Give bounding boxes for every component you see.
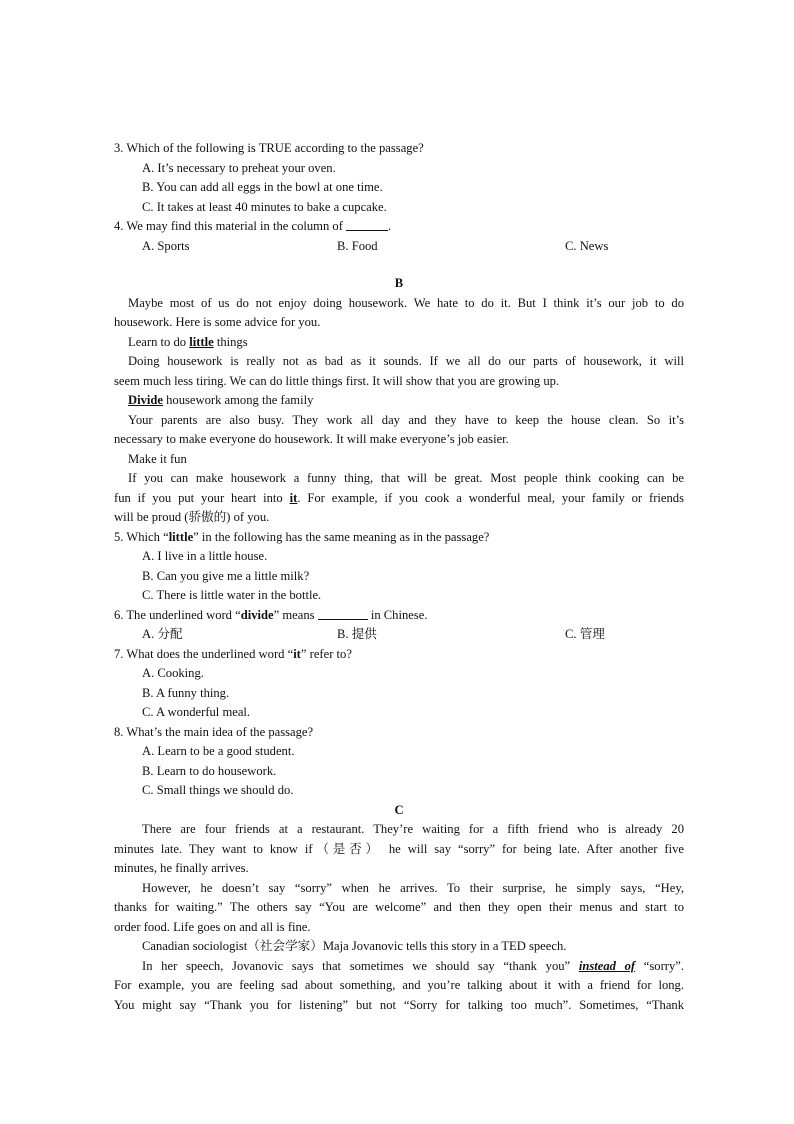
q8-option-c: C. Small things we should do. bbox=[142, 783, 294, 797]
section-c-p1-line1: There are four friends at a restaurant. They’re waiting for a fifth friend who is already 20 bbox=[142, 822, 684, 836]
q7-text: 7. What does the underlined word “ bbox=[114, 646, 294, 661]
q7-option-b: B. A funny thing. bbox=[142, 685, 230, 700]
underlined-word-it: it bbox=[289, 490, 298, 505]
heading-text: things bbox=[213, 334, 248, 349]
q6-option-c: C. 管理 bbox=[565, 627, 605, 641]
q5-text: ” in the following has the same meaning as in the passage? bbox=[193, 529, 490, 544]
underlined-phrase-instead-of: instead of bbox=[578, 958, 636, 973]
section-c-p4-line3: You might say “Thank you for listening” but not “Sorry for talking too much”. Sometimes, “Thank bbox=[114, 997, 684, 1012]
exam-page bbox=[114, 139, 684, 1015]
answer-blank bbox=[346, 217, 388, 231]
q5-option-a: A. I live in a little house. bbox=[142, 549, 268, 563]
heading-make-fun: Make it fun bbox=[128, 451, 187, 466]
answer-blank bbox=[318, 606, 368, 620]
section-b-p1-line2: seem much less tiring. We can do little things first. It will show that you are growing up. bbox=[114, 373, 560, 388]
q4-option-a: A. Sports bbox=[142, 238, 190, 253]
section-c-p2-line3: order food. Life goes on and all is fine. bbox=[114, 919, 311, 934]
paragraph-text: fun if you put your heart into bbox=[114, 490, 290, 505]
q4-option-b: B. Food bbox=[337, 238, 378, 253]
section-b-p2-line1: Your parents are also busy. They work all day and they have to keep the house clean. So it’s bbox=[128, 412, 684, 427]
question-7 bbox=[114, 645, 684, 665]
q4-text: 4. We may find this material in the column of bbox=[114, 219, 347, 233]
q6-text: in Chinese. bbox=[367, 607, 428, 622]
section-c-p1-line3: minutes, he finally arrives. bbox=[114, 861, 249, 875]
section-b-p3-line1: If you can make housework a funny thing, that will be great. Most people think cooking can be bbox=[128, 471, 684, 485]
question-4 bbox=[114, 217, 684, 237]
q6-options bbox=[114, 625, 684, 645]
section-b-intro-2: housework. Here is some advice for you. bbox=[114, 315, 321, 329]
q8-option-a: A. Learn to be a good student. bbox=[142, 744, 295, 758]
heading-divide bbox=[114, 391, 684, 411]
heading-text: housework among the family bbox=[162, 393, 314, 407]
section-c-p2-line1: However, he doesn’t say “sorry” when he arrives. To their surprise, he simply says, “Hey, bbox=[142, 880, 684, 895]
q7-text: ” refer to? bbox=[300, 646, 352, 661]
q3-option-a: A. It’s necessary to preheat your oven. bbox=[142, 160, 336, 175]
question-6 bbox=[114, 606, 684, 626]
section-b-p3-line3: will be proud (骄傲的) of you. bbox=[114, 510, 270, 524]
paragraph-text: In her speech, Jovanovic says that sometimes we should say “thank you” bbox=[142, 958, 579, 973]
q8-option-b: B. Learn to do housework. bbox=[142, 763, 277, 778]
q5-text: 5. Which “ bbox=[114, 529, 169, 544]
q3-option-b: B. You can add all eggs in the bowl at one time. bbox=[142, 180, 383, 194]
heading-learn-little bbox=[114, 333, 684, 353]
question-5 bbox=[114, 528, 684, 548]
section-b-title: B bbox=[394, 276, 404, 290]
q5-option-c: C. There is little water in the bottle. bbox=[142, 588, 322, 602]
section-c-title: C bbox=[394, 802, 404, 817]
q7-option-a: A. Cooking. bbox=[142, 666, 204, 680]
paragraph-text: “sorry”. bbox=[635, 958, 684, 973]
q7-option-c: C. A wonderful meal. bbox=[142, 705, 251, 719]
question-8: 8. What’s the main idea of the passage? bbox=[114, 724, 314, 739]
q6-option-a: A. 分配 bbox=[142, 627, 183, 641]
section-b-p2-line2: necessary to make everyone do housework. It will make everyone’s job easier. bbox=[114, 432, 509, 446]
section-b-intro-1: Maybe most of us do not enjoy doing housework. We hate to do it. But I think it’s our job to do bbox=[128, 295, 684, 310]
paragraph-text: . For example, if you cook a wonderful meal, your family or friends bbox=[297, 490, 684, 505]
section-b-p1-line1: Doing housework is really not as bad as it sounds. If we all do our parts of housework, it will bbox=[128, 354, 684, 368]
q5-keyword: little bbox=[168, 529, 194, 544]
q5-option-b: B. Can you give me a little milk? bbox=[142, 568, 310, 583]
section-c-p4-line1 bbox=[114, 957, 684, 977]
q6-keyword: divide bbox=[240, 607, 274, 622]
section-b-p3-line2 bbox=[114, 489, 684, 509]
section-c-p4-line2: For example, you are feeling sad about something, and you’re talking about it with a friend for long. bbox=[114, 978, 684, 992]
question-3: 3. Which of the following is TRUE according to the passage? bbox=[114, 141, 424, 155]
section-c-p1-line2: minutes late. They want to know if（是否） he will say “sorry” for being late. After another five bbox=[114, 841, 684, 856]
section-c-p2-line2: thanks for waiting.” The others say “You are welcome” and then they open their menus and start to bbox=[114, 900, 684, 914]
section-c-p3: Canadian sociologist（社会学家）Maja Jovanovic tells this story in a TED speech. bbox=[142, 939, 567, 953]
heading-text: Learn to do bbox=[128, 334, 190, 349]
q4-options bbox=[114, 237, 684, 257]
q6-text: ” means bbox=[273, 607, 318, 622]
q6-option-b: B. 提供 bbox=[337, 627, 377, 641]
q6-text: 6. The underlined word “ bbox=[114, 607, 241, 622]
underlined-word-divide: Divide bbox=[128, 393, 163, 407]
q3-option-c: C. It takes at least 40 minutes to bake a cupcake. bbox=[142, 199, 387, 214]
underlined-word-little: little bbox=[189, 334, 214, 349]
q4-end: . bbox=[388, 219, 392, 233]
q4-option-c: C. News bbox=[565, 238, 609, 253]
q7-keyword: it bbox=[293, 646, 301, 661]
